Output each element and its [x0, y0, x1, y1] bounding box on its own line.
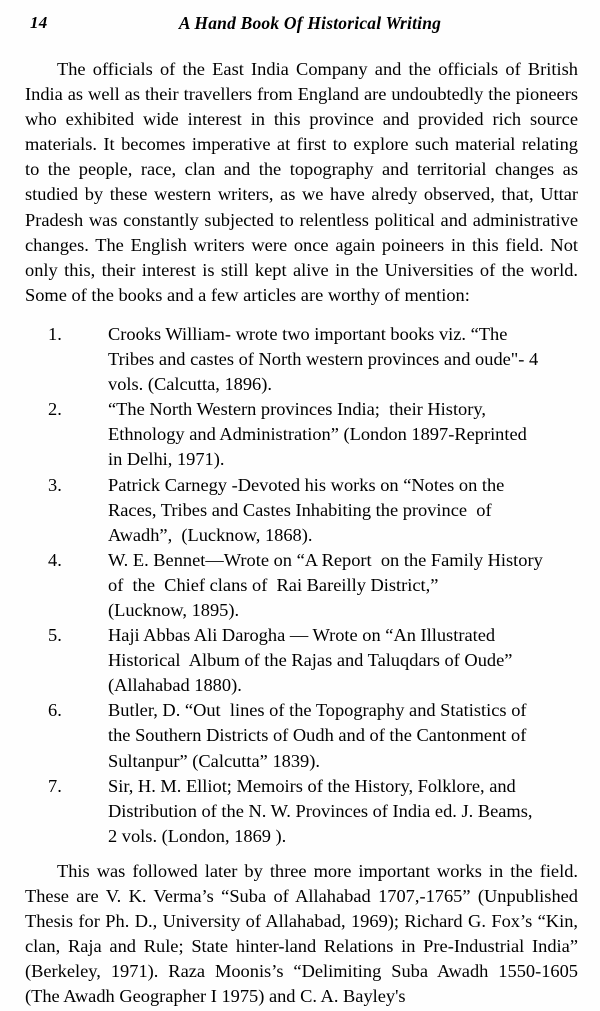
bibliography-entry-line: Distribution of the N. W. Provinces of India ed. J. Beams,: [108, 800, 533, 821]
bibliography-entry: [25, 698, 578, 773]
bibliography-entry-line: Crooks William- wrote two important books viz. “The: [108, 323, 508, 344]
bibliography-entry-line: “The North Western provinces India; their History,: [108, 399, 486, 420]
bibliography-entry-text: [108, 397, 578, 472]
bibliography-entry-line: Haji Abbas Ali Darogha — Wrote on “An Illustrated: [108, 625, 496, 646]
text-column: [25, 57, 578, 1009]
bibliography-entry-number: 4.: [48, 549, 62, 570]
bibliography-entry-text: [108, 698, 578, 773]
bibliography-entry: [25, 774, 578, 849]
bibliography-entry-line: Sir, H. M. Elliot; Memoirs of the History, Folklore, and: [108, 775, 516, 796]
bibliography-entry-text: [108, 774, 578, 849]
bibliography-entry-line: Historical Album of the Rajas and Taluqdars of Oude”: [108, 650, 513, 671]
bibliography-entry-line: the Southern Districts of Oudh and of the Cantonment of: [108, 725, 527, 746]
running-header: [0, 13, 600, 41]
closing-paragraph: This was followed later by three more important works in the field. These are V. K. Verma’s “Suba of Allahabad 1707,-1765” (Unpublished Thesis for Ph. D., University of Allahabad, 1969); Richard G. Fox’s “Kin, clan, Raja and Rule; State hinter-land Relations in Pre-Industrial India” (Berkeley, 1971). Raza Moonis’s “Delimiting Suba Awadh 1550-1605 (The Awadh Geographer I 1975) and C. A. Bayley's: [25, 860, 578, 1007]
bibliography-entry-line: W. E. Bennet—Wrote on “A Report on the Family History: [108, 549, 543, 570]
bibliography-entry-line: Awadh”, (Lucknow, 1868).: [108, 524, 313, 545]
bibliography-entry: [25, 623, 578, 698]
bibliography-entry-number: 7.: [48, 775, 62, 796]
bibliography-entry: [25, 322, 578, 397]
bibliography-entry: [25, 473, 578, 548]
bibliography-entry-line: (Lucknow, 1895).: [108, 599, 240, 620]
bibliography-entry-number: 2.: [48, 399, 62, 420]
bibliography-entry-line: of the Chief clans of Rai Bareilly District,”: [108, 574, 439, 595]
bibliography-entry-number: 1.: [48, 323, 62, 344]
bibliography-entry-text: [108, 548, 578, 623]
bibliography-entry-number: 5.: [48, 625, 62, 646]
bibliography-entry-line: Butler, D. “Out lines of the Topography and Statistics of: [108, 700, 527, 721]
bibliography-entry-line: Sultanpur” (Calcutta” 1839).: [108, 750, 320, 771]
bibliography-entry-number: 6.: [48, 700, 62, 721]
page-number: 14: [30, 13, 48, 32]
bibliography-entry-line: 2 vols. (London, 1869 ).: [108, 825, 287, 846]
bibliography-entry: [25, 397, 578, 472]
bibliography-entry-line: Tribes and castes of North western provinces and oude"- 4: [108, 349, 539, 370]
bibliography-entry-line: Patrick Carnegy -Devoted his works on “Notes on the: [108, 474, 505, 495]
opening-paragraph: The officials of the East India Company and the officials of British India as well as their travellers from England are undoubtedly the pioneers who exhibited wide interest in this province and provided rich source materials. It becomes imperative at first to explore such material relating to the people, race, clan and the topography and territorial changes as studied by these western writers, as we have alredy observed, that, Uttar Pradesh was constantly subjected to relentless political and administrative changes. The English writers were once again poineers in this field. Not only this, their interest is still kept alive in the Universities of the world. Some of the books and a few articles are worthy of mention:: [25, 59, 578, 305]
bibliography-entry-line: (Allahabad 1880).: [108, 675, 242, 696]
bibliography-entry-line: Races, Tribes and Castes Inhabiting the province of: [108, 499, 492, 520]
bibliography-entry-number: 3.: [48, 474, 62, 495]
bibliography-entry-line: in Delhi, 1971).: [108, 449, 225, 470]
bibliography-list: [25, 322, 578, 849]
bibliography-entry-line: Ethnology and Administration” (London 1897-Reprinted: [108, 424, 527, 445]
bibliography-entry: [25, 548, 578, 623]
bibliography-entry-text: [108, 322, 578, 397]
bibliography-entry-text: [108, 623, 578, 698]
bibliography-entry-line: vols. (Calcutta, 1896).: [108, 374, 272, 395]
page-title: A Hand Book Of Historical Writing: [178, 13, 442, 33]
bibliography-entry-text: [108, 473, 578, 548]
